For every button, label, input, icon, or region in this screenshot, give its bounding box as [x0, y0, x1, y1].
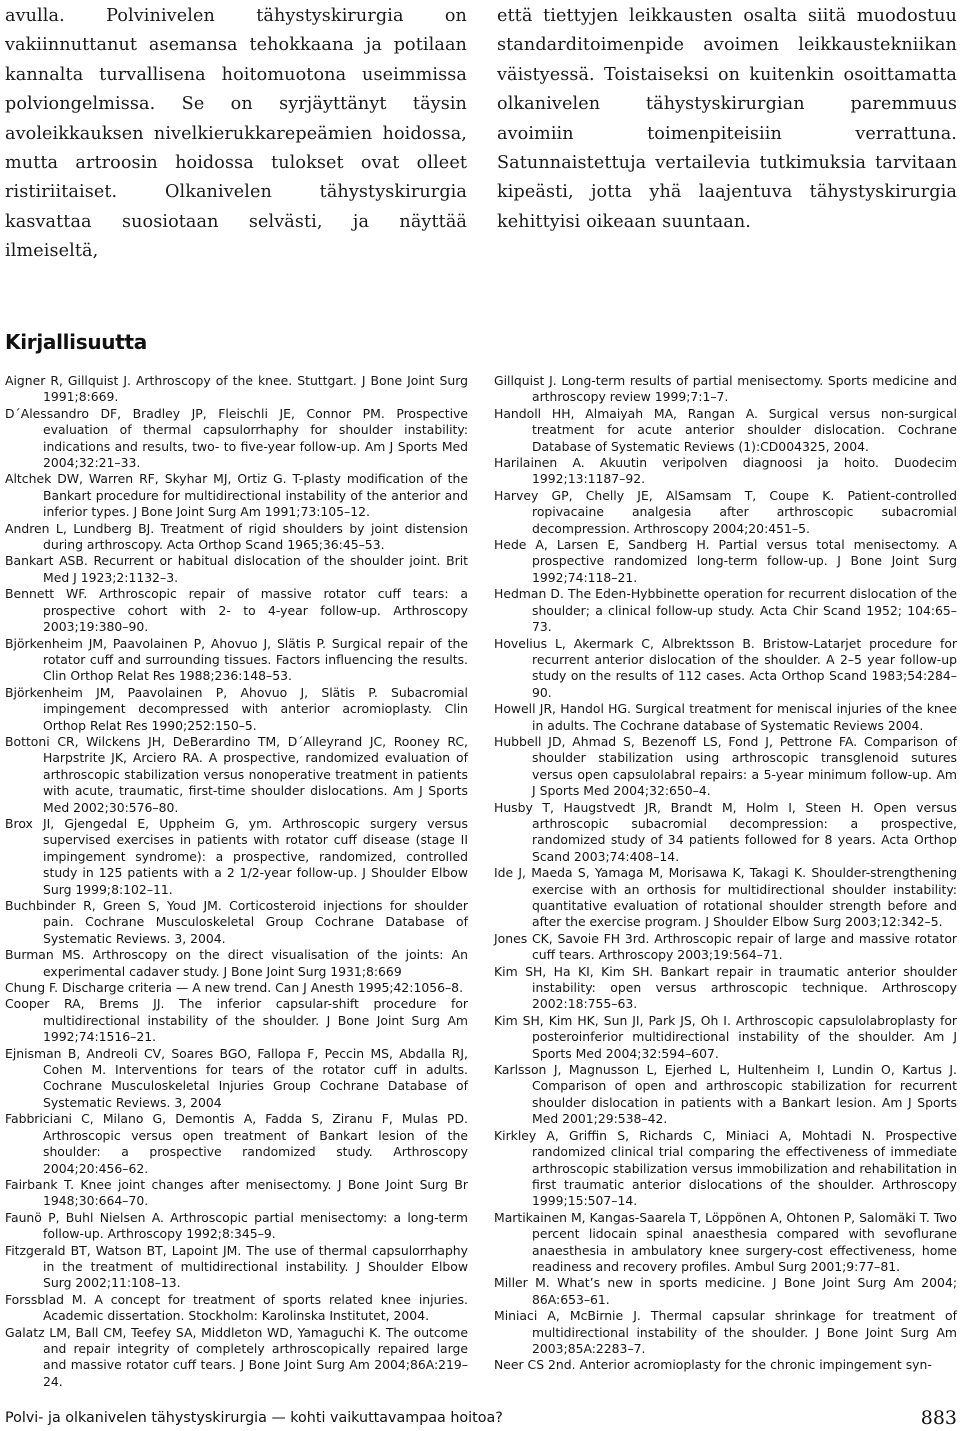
reference-entry: Brox JI, Gjengedal E, Uppheim G, ym. Arthroscopic surgery versus supervised exercises in patients with rotator cuff disease (stage II impingement syndrome): a prospective, randomized, controlled study in 125 patients with a 2 1/2-year follow-up. J Shoulder Elbow Surg 1999;8:102–11.	[5, 815, 468, 897]
reference-entry: Martikainen M, Kangas-Saarela T, Löppönen A, Ohtonen P, Salomäki T. Two percent lidocain spinal anaesthesia compared with sevoflurane anaesthesia in ambulatory knee surgery-cost effectiveness, home readiness and recovery profiles. Ambul Surg 2001;9:77–81.	[494, 1209, 957, 1274]
reference-entry: Hovelius L, Akermark C, Albrektsson B. Bristow-Latarjet procedure for recurrent anterior dislocation of the shoulder. A 2–5 year follow-up study on the results of 112 cases. Acta Orthop Scand 1983;54:284–90.	[494, 635, 957, 700]
reference-entry: Bennett WF. Arthroscopic repair of massive rotator cuff tears: a prospective cohort with 2- to 4-year follow-up. Arthroscopy 2003;19:380–90.	[5, 586, 468, 635]
reference-entry: Björkenheim JM, Paavolainen P, Ahovuo J, Slätis P. Subacromial impingement decompressed with anterior acromioplasty. Clin Orthop Relat Res 1990;252:150–5.	[5, 684, 468, 733]
running-footer-title: Polvi- ja olkanivelen tähystyskirurgia — kohti vaikuttavampaa hoitoa?	[5, 1410, 503, 1426]
intro-paragraph-right: että tiettyjen leikkausten osalta siitä muodostuu standarditoimenpide avoimen leikkaustekniikan väistyessä. Toistaiseksi on kuitenkin osoittamatta olkanivelen tähystyskirurgian paremmuus avoimiin toimenpiteisiin verrattuna. Satunnaistettuja vertailevia tutkimuksia tarvitaan kipeästi, jotta yhä laajentuva tähystyskirurgia kehittyisi oikeaan suuntaan.	[497, 6, 957, 232]
reference-entry: Ide J, Maeda S, Yamaga M, Morisawa K, Takagi K. Shoulder-strengthening exercise with an orthosis for multidirectional shoulder instability: quantitative evaluation of rotational shoulder strength before and after the exercise program. J Shoulder Elbow Surg 2003;12:342–5.	[494, 865, 957, 930]
intro-paragraph-left: avulla. Polvinivelen tähystyskirurgia on vakiinnuttanut asemansa tehokkaana ja potilaan kannalta turvallisena hoitomuotona useimmissa polviongelmissa. Se on syrjäyttänyt täysin avoleikkauksen nivelkierukkarepeämien hoidossa, mutta artroosin hoidossa tulokset ovat olleet ristiriitaiset. Olkanivelen tähystyskirurgia kasvattaa suosiotaan selvästi, ja näyttää ilmeiseltä,	[5, 6, 467, 262]
reference-entry: Karlsson J, Magnusson L, Ejerhed L, Hultenheim I, Lundin O, Kartus J. Comparison of open and arthroscopic stabilization for recurrent shoulder dislocation in patients with a Bankart lesion. Am J Sports Med 2001;29:538–42.	[494, 1062, 957, 1127]
reference-entry: Jones CK, Savoie FH 3rd. Arthroscopic repair of large and massive rotator cuff tears. Arthroscopy 2003;19:564–71.	[494, 930, 957, 963]
reference-entry: Björkenheim JM, Paavolainen P, Ahovuo J, Slätis P. Surgical repair of the rotator cuff and surrounding tissues. Factors influencing the results. Clin Orthop Relat Res 1988;236:148–53.	[5, 635, 468, 684]
reference-entry: Ejnisman B, Andreoli CV, Soares BGO, Fallopa F, Peccin MS, Abdalla RJ, Cohen M. Interventions for tears of the rotator cuff in adults. Cochrane Musculoskeletal Injuries Group Cochrane Database of Systematic Reviews. 3, 2004	[5, 1045, 468, 1110]
reference-entry: Burman MS. Arthroscopy on the direct visualisation of the joints: An experimental cadaver study. J Bone Joint Surg 1931;8:669	[5, 947, 468, 979]
reference-entry: Altchek DW, Warren RF, Skyhar MJ, Ortiz G. T-plasty modification of the Bankart procedure for multidirectional instability of the anterior and inferior types. J Bone Joint Surg Am 1991;73:105–12.	[5, 471, 468, 520]
reference-entry: Husby T, Haugstvedt JR, Brandt M, Holm I, Steen H. Open versus arthroscopic subacromial decompression: a prospective, randomized study of 34 patients followed for 8 years. Acta Orthop Scand 2003;74:408–14.	[494, 799, 957, 864]
reference-entry: Fabbriciani C, Milano G, Demontis A, Fadda S, Ziranu F, Mulas PD. Arthroscopic versus open treatment of Bankart lesion of the shoulder: a prospective randomized study. Arthroscopy 2004;20:456–62.	[5, 1111, 468, 1176]
reference-entry: Howell JR, Handol HG. Surgical treatment for meniscal injuries of the knee in adults. The Cochrane database of Systematic Reviews 2004.	[494, 701, 957, 733]
reference-entry: Miller M. What’s new in sports medicine. J Bone Joint Surg Am 2004; 86A:653–61.	[494, 1275, 957, 1307]
reference-entry: Gillquist J. Long-term results of partial menisectomy. Sports medicine and arthroscopy review 1999;7:1–7.	[494, 373, 957, 405]
reference-entry: Harvey GP, Chelly JE, AlSamsam T, Coupe K. Patient-controlled ropivacaine analgesia after arthroscopic subacromial decompression. Arthroscopy 2004;20:451–5.	[494, 487, 957, 536]
reference-entry: Andren L, Lundberg BJ. Treatment of rigid shoulders by joint distension during arthroscopy. Acta Orthop Scand 1965;36:45–53.	[5, 520, 468, 553]
reference-entry: Handoll HH, Almaiyah MA, Rangan A. Surgical versus non-surgical treatment for acute anterior shoulder dislocation. Cochrane Database of Systematic Reviews (1):CD004325, 2004.	[494, 405, 957, 454]
references-heading: Kirjallisuutta	[5, 330, 147, 354]
reference-entry: Kim SH, Ha KI, Kim SH. Bankart repair in traumatic anterior shoulder instability: open versus arthroscopic technique. Arthroscopy 2002:18:755–63.	[494, 963, 957, 1012]
reference-entry: Hedman D. The Eden-Hybbinette operation for recurrent dislocation of the shoulder; a clinical follow-up study. Acta Chir Scand 1952; 104:65–73.	[494, 586, 957, 635]
reference-entry: Galatz LM, Ball CM, Teefey SA, Middleton WD, Yamaguchi K. The outcome and repair integrity of completely arthroscopically repaired large and massive rotator cuff tears. J Bone Joint Surg Am 2004;86A:219–24.	[5, 1324, 468, 1389]
intro-column-right	[497, 2, 957, 237]
reference-entry: Fairbank T. Knee joint changes after menisectomy. J Bone Joint Surg Br 1948;30:664–70.	[5, 1176, 468, 1209]
reference-entry: D´Alessandro DF, Bradley JP, Fleischli JE, Connor PM. Prospective evaluation of thermal capsulorrhaphy for shoulder instability: indications and results, two- to five-year follow-up. Am J Sports Med 2004;32:21–33.	[5, 405, 468, 471]
references-column-right	[494, 373, 957, 1374]
reference-entry: Bankart ASB. Recurrent or habitual dislocation of the shoulder joint. Brit Med J 1923;2:1132–3.	[5, 553, 468, 585]
reference-entry: Miniaci A, McBirnie J. Thermal capsular shrinkage for treatment of multidirectional instability of the shoulder. J Bone Joint Surg Am 2003;85A:2283–7.	[494, 1308, 957, 1356]
reference-entry: Kim SH, Kim HK, Sun JI, Park JS, Oh I. Arthroscopic capsulolabroplasty for posteroinferior multidirectional instability of the shoulder. Am J Sports Med 2004;32:594–607.	[494, 1012, 957, 1061]
page-number: 883	[920, 1407, 957, 1429]
reference-entry: Faunö P, Buhl Nielsen A. Arthroscopic partial menisectomy: a long-term follow-up. Arthroscopy 1992;8:345–9.	[5, 1209, 468, 1242]
reference-entry: Forssblad M. A concept for treatment of sports related knee injuries. Academic dissertation. Stockholm: Karolinska Institutet, 2004.	[5, 1291, 468, 1324]
reference-entry: Bottoni CR, Wilckens JH, DeBerardino TM, D´Alleyrand JC, Rooney RC, Harpstrite JK, Arciero RA. A prospective, randomized evaluation of arthroscopic stabilization versus nonoperative treatment in patients with acute, traumatic, first-time shoulder dislocations. Am J Sports Med 2002;30:576–80.	[5, 733, 468, 815]
reference-entry: Aigner R, Gillquist J. Arthroscopy of the knee. Stuttgart. J Bone Joint Surg 1991;8:669.	[5, 373, 468, 405]
reference-entry: Cooper RA, Brems JJ. The inferior capsular-shift procedure for multidirectional instability of the shoulder. J Bone Joint Surg Am 1992;74:1516–21.	[5, 996, 468, 1045]
reference-entry: Buchbinder R, Green S, Youd JM. Corticosteroid injections for shoulder pain. Cochrane Musculoskeletal Group Cochrane Database of Systematic Reviews. 3, 2004.	[5, 898, 468, 946]
reference-entry: Hubbell JD, Ahmad S, Bezenoff LS, Fond J, Pettrone FA. Comparison of shoulder stabilization using arthroscopic transglenoid sutures versus open capsulolabral repairs: a 5-year minimum follow-up. Am J Sports Med 2004;32:650–4.	[494, 733, 957, 799]
reference-entry: Hede A, Larsen E, Sandberg H. Partial versus total menisectomy. A prospective randomized long-term follow-up. J Bone Joint Surg 1992;74:118–21.	[494, 537, 957, 585]
reference-entry: Neer CS 2nd. Anterior acromioplasty for the chronic impingement syn-	[494, 1357, 932, 1373]
references-column-left	[5, 373, 468, 1390]
reference-entry: Harilainen A. Akuutin veripolven diagnoosi ja hoito. Duodecim 1992;13:1187–92.	[494, 455, 957, 487]
intro-column-left	[5, 2, 467, 267]
reference-entry: Fitzgerald BT, Watson BT, Lapoint JM. The use of thermal capsulorrhaphy in the treatment of multidirectional instability. J Shoulder Elbow Surg 2002;11:108–13.	[5, 1242, 468, 1291]
reference-entry: Kirkley A, Griffin S, Richards C, Miniaci A, Mohtadi N. Prospective randomized clinical trial comparing the effectiveness of immediate arthroscopic stabilization versus immobilization and rehabilitation in first traumatic anterior dislocations of the shoulder. Arthroscopy 1999;15:507–14.	[494, 1127, 957, 1209]
reference-entry: Chung F. Discharge criteria — A new trend. Can J Anesth 1995;42:1056–8.	[5, 980, 464, 996]
